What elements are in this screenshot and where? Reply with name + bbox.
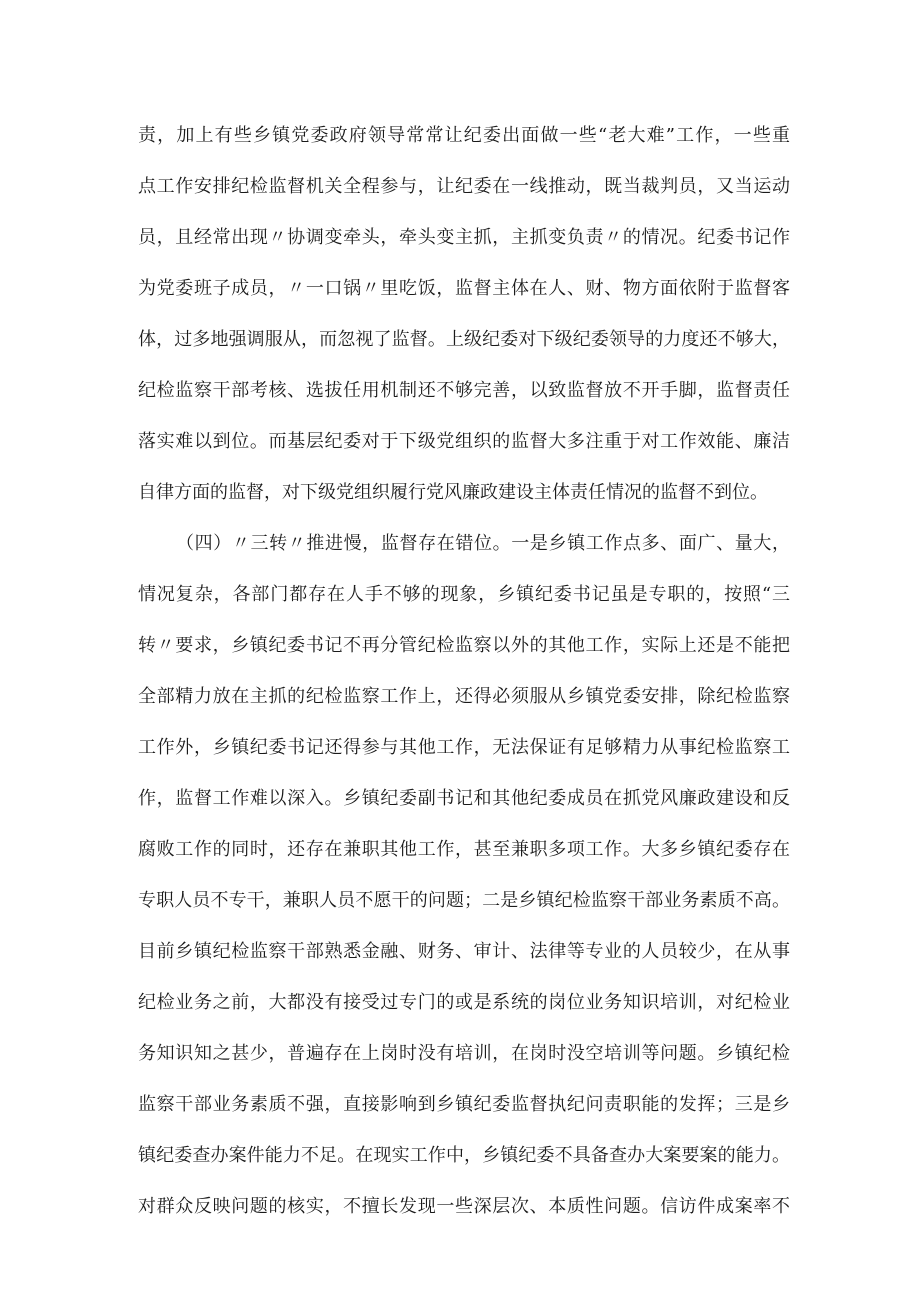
paragraph-line: 转〃要求，乡镇纪委书记不再分管纪检监察以外的其他工作，实际上还是不能把 [138, 635, 790, 656]
paragraph-line: 落实难以到位。而基层纪委对于下级党组织的监督大多注重于对工作效能、廉洁 [138, 431, 790, 452]
paragraph-line: 点工作安排纪检监督机关全程参与，让纪委在一线推动，既当裁判员，又当运动 [138, 176, 790, 197]
paragraph-line: 纪检业务之前，大都没有接受过专门的或是系统的岗位业务知识培训，对纪检业 [138, 992, 790, 1013]
paragraph-line: 目前乡镇纪检监察干部熟悉金融、财务、审计、法律等专业的人员较少，在从事 [138, 941, 790, 962]
paragraph-line: 监察干部业务素质不强，直接影响到乡镇纪委监督执纪问责职能的发挥；三是乡 [138, 1094, 790, 1115]
paragraph-line: 专职人员不专干，兼职人员不愿干的问题；二是乡镇纪检监察干部业务素质不高。 [138, 890, 790, 911]
paragraph-line: 为党委班子成员，〃一口锅〃里吃饭，监督主体在人、财、物方面依附于监督客 [138, 278, 790, 299]
paragraph-line: 腐败工作的同时，还存在兼职其他工作，甚至兼职多项工作。大多乡镇纪委存在 [138, 839, 790, 860]
paragraph-line: 镇纪委查办案件能力不足。在现实工作中，乡镇纪委不具备查办大案要案的能力。 [138, 1145, 790, 1166]
paragraph-line: 全部精力放在主抓的纪检监察工作上，还得必须服从乡镇党委安排，除纪检监察 [138, 686, 790, 707]
paragraph-line: 责，加上有些乡镇党委政府领导常常让纪委出面做一些“老大难”工作，一些重 [138, 125, 790, 146]
paragraph-line: 情况复杂，各部门都存在人手不够的现象，乡镇纪委书记虽是专职的，按照“三 [138, 584, 790, 605]
paragraph-line: 体，过多地强调服从，而忽视了监督。上级纪委对下级纪委领导的力度还不够大， [138, 329, 790, 350]
paragraph-line: 自律方面的监督，对下级党组织履行党风廉政建设主体责任情况的监督不到位。 [138, 482, 768, 503]
paragraph-line: 对群众反映问题的核实，不擅长发现一些深层次、本质性问题。信访件成案率不 [138, 1196, 790, 1217]
paragraph-line: 作，监督工作难以深入。乡镇纪委副书记和其他纪委成员在抓党风廉政建设和反 [138, 788, 790, 809]
section-heading-line: （四）〃三转〃推进慢，监督存在错位。一是乡镇工作点多、面广、量大， [176, 533, 790, 554]
paragraph-line: 工作外，乡镇纪委书记还得参与其他工作，无法保证有足够精力从事纪检监察工 [138, 737, 790, 758]
paragraph-line: 务知识知之甚少，普遍存在上岗时没有培训，在岗时没空培训等问题。乡镇纪检 [138, 1043, 790, 1064]
paragraph-line: 员，且经常出现〃协调变牵头，牵头变主抓，主抓变负责〃的情况。纪委书记作 [138, 227, 790, 248]
paragraph-line: 纪检监察干部考核、选拔任用机制还不够完善，以致监督放不开手脚，监督责任 [138, 380, 790, 401]
